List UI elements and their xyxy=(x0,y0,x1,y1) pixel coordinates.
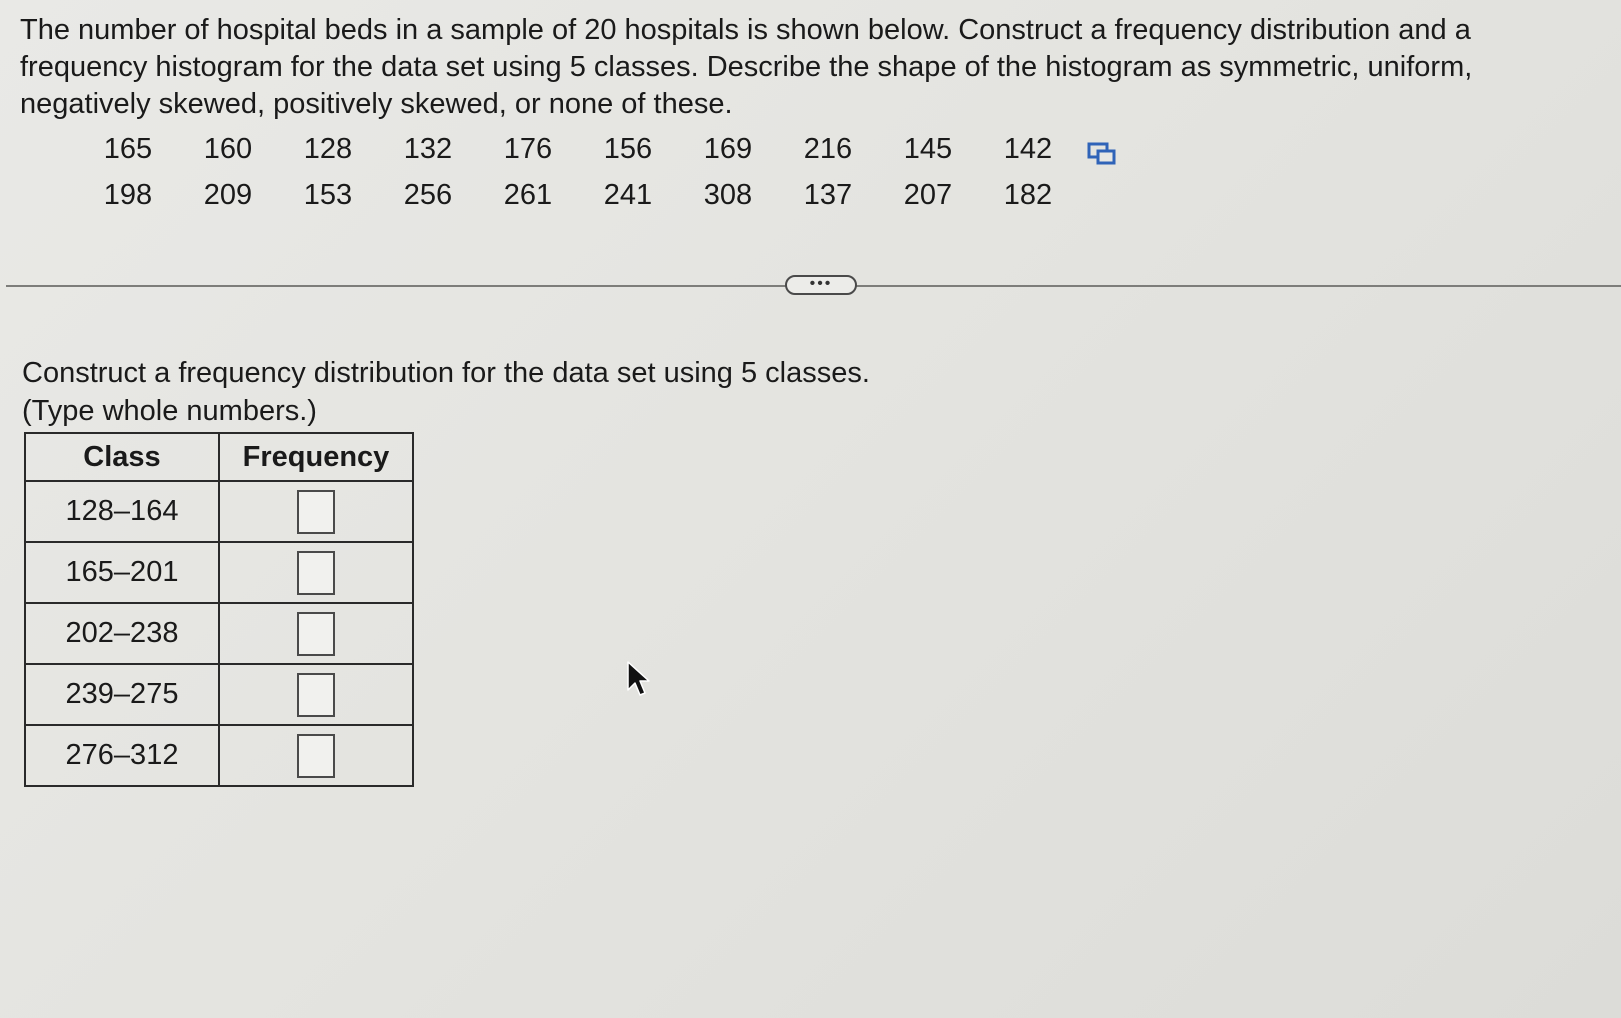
frequency-cell xyxy=(219,664,413,725)
copy-data-icon[interactable] xyxy=(1087,141,1117,167)
instruction-text xyxy=(22,354,870,430)
table-row xyxy=(25,542,413,603)
data-value: 165 xyxy=(103,133,153,165)
data-value: 142 xyxy=(1003,133,1053,165)
frequency-input[interactable] xyxy=(297,734,335,778)
class-range: 276–312 xyxy=(25,725,219,786)
table-row xyxy=(25,603,413,664)
frequency-input[interactable] xyxy=(297,490,335,534)
class-range: 239–275 xyxy=(25,664,219,725)
table-row xyxy=(25,725,413,786)
class-range: 202–238 xyxy=(25,603,219,664)
data-value: 198 xyxy=(103,179,153,211)
class-range: 128–164 xyxy=(25,481,219,542)
question-text: The number of hospital beds in a sample of 20 hospitals is shown below. Construct a frequency distribution and a frequency histogram for the data set using 5 classes. Describe the shape of the histogram as symmetric, uniform, negatively skewed, positively skewed, or none of these. xyxy=(20,14,1473,120)
data-value: 132 xyxy=(403,133,453,165)
table-row xyxy=(25,481,413,542)
data-value: 308 xyxy=(703,179,753,211)
data-value: 145 xyxy=(903,133,953,165)
data-value: 156 xyxy=(603,133,653,165)
instruction-line-2: (Type whole numbers.) xyxy=(22,395,317,427)
frequency-cell xyxy=(219,725,413,786)
data-value: 169 xyxy=(703,133,753,165)
frequency-input[interactable] xyxy=(297,673,335,717)
frequency-input[interactable] xyxy=(297,551,335,595)
data-value: 241 xyxy=(603,179,653,211)
frequency-input[interactable] xyxy=(297,612,335,656)
data-value: 182 xyxy=(1003,179,1053,211)
frequency-cell xyxy=(219,542,413,603)
frequency-cell xyxy=(219,603,413,664)
data-value: 207 xyxy=(903,179,953,211)
instruction-line-1: Construct a frequency distribution for the data set using 5 classes. xyxy=(22,357,870,389)
frequency-cell xyxy=(219,481,413,542)
frequency-header: Frequency xyxy=(219,433,413,481)
class-range: 165–201 xyxy=(25,542,219,603)
data-value: 261 xyxy=(503,179,553,211)
table-header-row xyxy=(25,433,413,481)
class-header: Class xyxy=(25,433,219,481)
data-value: 160 xyxy=(203,133,253,165)
data-value: 216 xyxy=(803,133,853,165)
data-value: 209 xyxy=(203,179,253,211)
data-value: 128 xyxy=(303,133,353,165)
mouse-pointer-icon xyxy=(626,660,650,698)
data-value: 153 xyxy=(303,179,353,211)
expand-button[interactable]: ••• xyxy=(785,275,857,295)
data-value: 176 xyxy=(503,133,553,165)
frequency-table xyxy=(24,432,414,787)
table-row xyxy=(25,664,413,725)
data-value: 256 xyxy=(403,179,453,211)
data-values-grid xyxy=(78,126,1078,218)
data-value: 137 xyxy=(803,179,853,211)
